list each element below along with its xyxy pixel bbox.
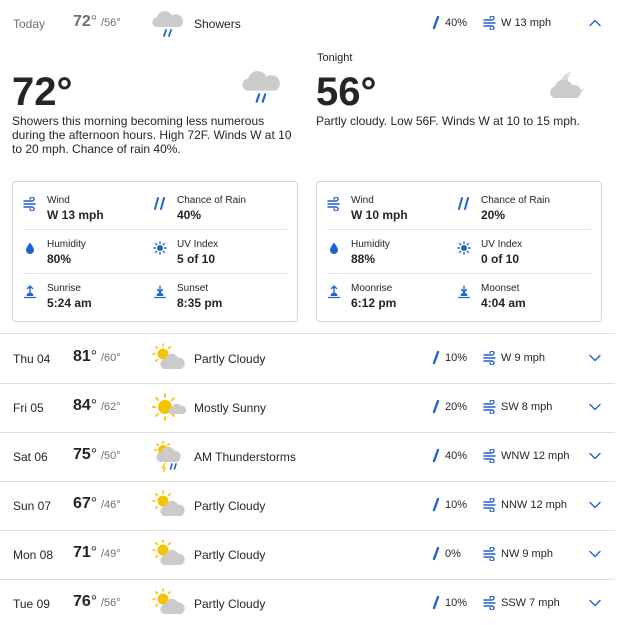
forecast-row[interactable]: [0, 433, 615, 482]
humidity-label: Humidity: [351, 239, 390, 250]
moonset-cell: [457, 283, 577, 313]
day-label: Thu 04: [13, 352, 51, 366]
rain-label: Chance of Rain: [177, 195, 246, 206]
low-temp: /46°: [101, 499, 121, 511]
uv-label: UV Index: [481, 239, 523, 250]
partly-cloudy-icon: [152, 343, 188, 375]
forecast-row[interactable]: [0, 384, 615, 433]
wind-icon: [483, 498, 497, 512]
showers-icon: [242, 66, 286, 108]
rain-icon: [457, 197, 471, 211]
forecast-row[interactable]: [0, 531, 615, 580]
humidity-cell: [327, 239, 447, 269]
sunrise-label: Sunrise: [47, 283, 81, 294]
condition-text: AM Thunderstorms: [194, 450, 296, 464]
divider: [23, 229, 287, 230]
chevron-down-icon[interactable]: [588, 449, 602, 463]
condition-text: Mostly Sunny: [194, 401, 267, 415]
chevron-down-icon[interactable]: [588, 351, 602, 365]
wind-icon: [23, 197, 37, 211]
day-label: Tue 09: [13, 597, 50, 611]
high-temp: 75°: [73, 446, 98, 463]
chevron-down-icon[interactable]: [588, 547, 602, 561]
day-label: Sat 06: [13, 450, 48, 464]
today-detail-panel: [0, 44, 615, 334]
low-temp: /60°: [101, 352, 121, 364]
humidity-value: 88%: [351, 252, 376, 266]
sunrise-cell: [23, 283, 143, 313]
wind-text: WNW 12 mph: [501, 450, 570, 462]
chevron-up-icon[interactable]: [588, 16, 602, 30]
rain-chance-icon: [431, 351, 441, 365]
condition-text: Partly Cloudy: [194, 548, 266, 562]
night-details-card: [316, 181, 602, 322]
moonrise-label: Moonrise: [351, 283, 393, 294]
high-temp: 72°: [73, 13, 98, 30]
moonrise-value: 6:12 pm: [351, 296, 397, 310]
condition-text: Partly Cloudy: [194, 352, 266, 366]
low-temp: /50°: [101, 450, 121, 462]
rain-value: 20%: [481, 208, 506, 222]
wind-text: NNW 12 mph: [501, 499, 568, 511]
uv-cell: [457, 239, 577, 269]
forecast-row[interactable]: [0, 482, 615, 531]
wind-text: SW 8 mph: [501, 401, 553, 413]
day-label: Fri 05: [13, 401, 44, 415]
rain-chance-icon: [431, 596, 441, 610]
wind-text: W 9 mph: [501, 352, 546, 364]
condition-text: Partly Cloudy: [194, 597, 266, 611]
wind-text: SSW 7 mph: [501, 597, 560, 609]
partly-cloudy-icon: [152, 539, 188, 571]
tonight-label: Tonight: [317, 52, 353, 64]
forecast-row[interactable]: [0, 580, 615, 625]
wind-icon: [483, 16, 497, 30]
low-temp: /56°: [101, 597, 121, 609]
uv-cell: [153, 239, 273, 269]
rain-chance: 40%: [445, 17, 468, 29]
rain-icon: [153, 197, 167, 211]
sunset-cell: [153, 283, 273, 313]
high-temp: 67°: [73, 495, 98, 512]
day-label: Sun 07: [13, 499, 52, 513]
high-temp: 71°: [73, 544, 98, 561]
day-details-card: [12, 181, 298, 322]
divider: [327, 273, 591, 274]
night-description: Partly cloudy. Low 56F. Winds W at 10 to 15 mph.: [316, 114, 580, 128]
uv-value: 5 of 10: [177, 252, 216, 266]
night-temp: 56°: [316, 70, 377, 114]
humidity-icon: [327, 241, 341, 255]
sunset-label: Sunset: [177, 283, 209, 294]
uv-value: 0 of 10: [481, 252, 520, 266]
rain-chance-icon: [431, 16, 441, 30]
wind-icon: [327, 197, 341, 211]
condition-text: Partly Cloudy: [194, 499, 266, 513]
wind-cell: [23, 195, 143, 225]
wind-icon: [483, 351, 497, 365]
chevron-down-icon[interactable]: [588, 400, 602, 414]
wind-icon: [483, 449, 497, 463]
uv-icon: [153, 241, 167, 255]
low-temp: /49°: [101, 548, 121, 560]
forecast-row-today[interactable]: [0, 0, 615, 49]
day-description: Showers this morning becoming less numerous during the afternoon hours. High 72F. Winds W at 10 to 20 mph. Chance of rain 40%.: [12, 114, 292, 156]
night-cloudy-icon: [544, 66, 588, 108]
sunrise-value: 5:24 am: [47, 296, 92, 310]
rain-chance-icon: [431, 498, 441, 512]
forecast-row[interactable]: [0, 335, 615, 384]
rain-chance-icon: [431, 547, 441, 561]
rain-value: 40%: [177, 208, 202, 222]
rain-cell: [457, 195, 577, 225]
wind-value: W 10 mph: [351, 208, 408, 222]
high-temp: 76°: [73, 593, 98, 610]
moonset-value: 4:04 am: [481, 296, 526, 310]
day-temp: 72°: [12, 70, 73, 114]
humidity-cell: [23, 239, 143, 269]
moonrise-cell: [327, 283, 447, 313]
wind-text: NW 9 mph: [501, 548, 553, 560]
rain-chance: 10%: [445, 499, 468, 511]
rain-chance: 0%: [445, 548, 461, 560]
low-temp: /62°: [101, 401, 121, 413]
humidity-value: 80%: [47, 252, 72, 266]
moonset-icon: [457, 285, 471, 299]
wind-icon: [483, 596, 497, 610]
rain-chance: 20%: [445, 401, 468, 413]
humidity-label: Humidity: [47, 239, 86, 250]
rain-chance: 10%: [445, 352, 468, 364]
condition-text: Showers: [194, 17, 241, 31]
chevron-down-icon[interactable]: [588, 498, 602, 512]
wind-cell: [327, 195, 447, 225]
sunset-value: 8:35 pm: [177, 296, 223, 310]
wind-text: W 13 mph: [501, 17, 552, 29]
sunset-icon: [153, 285, 167, 299]
high-temp: 84°: [73, 397, 98, 414]
wind-icon: [483, 400, 497, 414]
partly-cloudy-icon: [152, 588, 188, 620]
partly-cloudy-icon: [152, 490, 188, 522]
rain-chance-icon: [431, 400, 441, 414]
wind-label: Wind: [47, 195, 70, 206]
rain-cell: [153, 195, 273, 225]
moonset-label: Moonset: [481, 283, 520, 294]
moonrise-icon: [327, 285, 341, 299]
day-label: Today: [13, 17, 46, 31]
mostly-sunny-icon: [152, 392, 188, 424]
wind-label: Wind: [351, 195, 374, 206]
uv-icon: [457, 241, 471, 255]
showers-icon: [152, 8, 188, 40]
divider: [327, 229, 591, 230]
rain-chance: 40%: [445, 450, 468, 462]
high-temp: 81°: [73, 348, 98, 365]
wind-value: W 13 mph: [47, 208, 104, 222]
day-label: Mon 08: [13, 548, 54, 562]
divider: [23, 273, 287, 274]
rain-chance: 10%: [445, 597, 468, 609]
chevron-down-icon[interactable]: [588, 596, 602, 610]
rain-label: Chance of Rain: [481, 195, 550, 206]
rain-chance-icon: [431, 449, 441, 463]
sunrise-icon: [23, 285, 37, 299]
wind-icon: [483, 547, 497, 561]
low-temp: /56°: [101, 17, 121, 29]
uv-label: UV Index: [177, 239, 219, 250]
thunderstorm-icon: [152, 441, 188, 473]
humidity-icon: [23, 241, 37, 255]
